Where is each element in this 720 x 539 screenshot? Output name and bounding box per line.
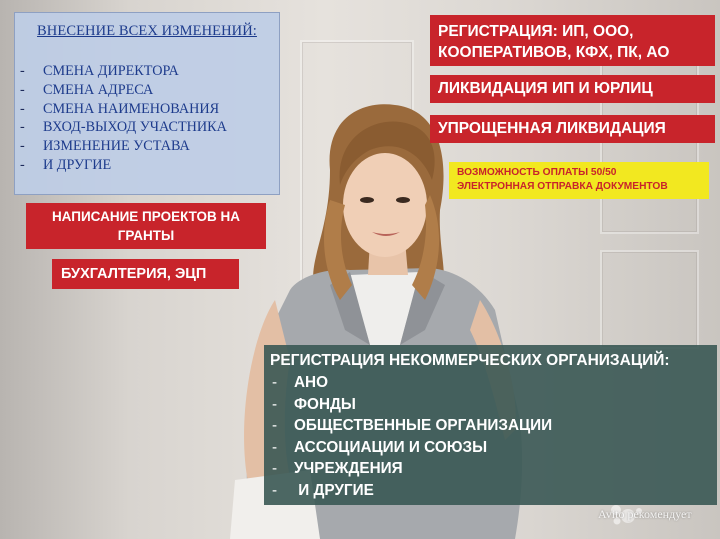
nonprofit-list bbox=[272, 372, 552, 501]
registration-label: РЕГИСТРАЦИЯ: ИП, ООО, КООПЕРАТИВОВ, КФХ, ПК, АО bbox=[430, 15, 715, 66]
nonprofit-title: РЕГИСТРАЦИЯ НЕКОММЕРЧЕСКИХ ОРГАНИЗАЦИЙ: bbox=[270, 352, 670, 369]
list-item: - АНО bbox=[272, 374, 328, 391]
avito-watermark bbox=[598, 504, 716, 526]
changes-list bbox=[20, 62, 227, 175]
list-item: - УЧРЕЖДЕНИЯ bbox=[272, 460, 403, 477]
changes-info-box bbox=[14, 12, 280, 195]
changes-title: ВНЕСЕНИЕ ВСЕХ ИЗМЕНЕНИЙ: bbox=[37, 23, 257, 39]
watermark-text: Avito рекомендует bbox=[598, 507, 692, 521]
list-item: - СМЕНА НАИМЕНОВАНИЯ bbox=[20, 100, 220, 117]
list-item: - ОБЩЕСТВЕННЫЕ ОРГАНИЗАЦИИ bbox=[272, 417, 553, 434]
accounting-label: БУХГАЛТЕРИЯ, ЭЦП bbox=[52, 259, 239, 289]
list-item: - ИЗМЕНЕНИЕ УСТАВА bbox=[20, 138, 190, 155]
list-item: - АССОЦИАЦИИ И СОЮЗЫ bbox=[272, 438, 488, 456]
list-item: - ВХОД-ВЫХОД УЧАСТНИКА bbox=[20, 119, 227, 136]
list-item: - И ДРУГИЕ bbox=[20, 156, 112, 173]
payment-line: ЭЛЕКТРОННАЯ ОТПРАВКА ДОКУМЕНТОВ bbox=[457, 181, 668, 192]
list-item: - ФОНДЫ bbox=[272, 395, 356, 413]
list-item: - И ДРУГИЕ bbox=[272, 481, 374, 499]
list-item: - СМЕНА ДИРЕКТОРА bbox=[20, 63, 179, 79]
grants-label: НАПИСАНИЕ ПРОЕКТОВ НА ГРАНТЫ bbox=[26, 203, 266, 249]
list-item: - СМЕНА АДРЕСА bbox=[20, 81, 154, 98]
simplified-liquidation-label: УПРОЩЕННАЯ ЛИКВИДАЦИЯ bbox=[430, 115, 715, 143]
payment-line: ВОЗМОЖНОСТЬ ОПЛАТЫ 50/50 bbox=[457, 167, 617, 178]
payment-info-box bbox=[449, 162, 709, 199]
liquidation-label: ЛИКВИДАЦИЯ ИП И ЮРЛИЦ bbox=[430, 75, 715, 103]
nonprofit-info-box bbox=[264, 345, 717, 505]
